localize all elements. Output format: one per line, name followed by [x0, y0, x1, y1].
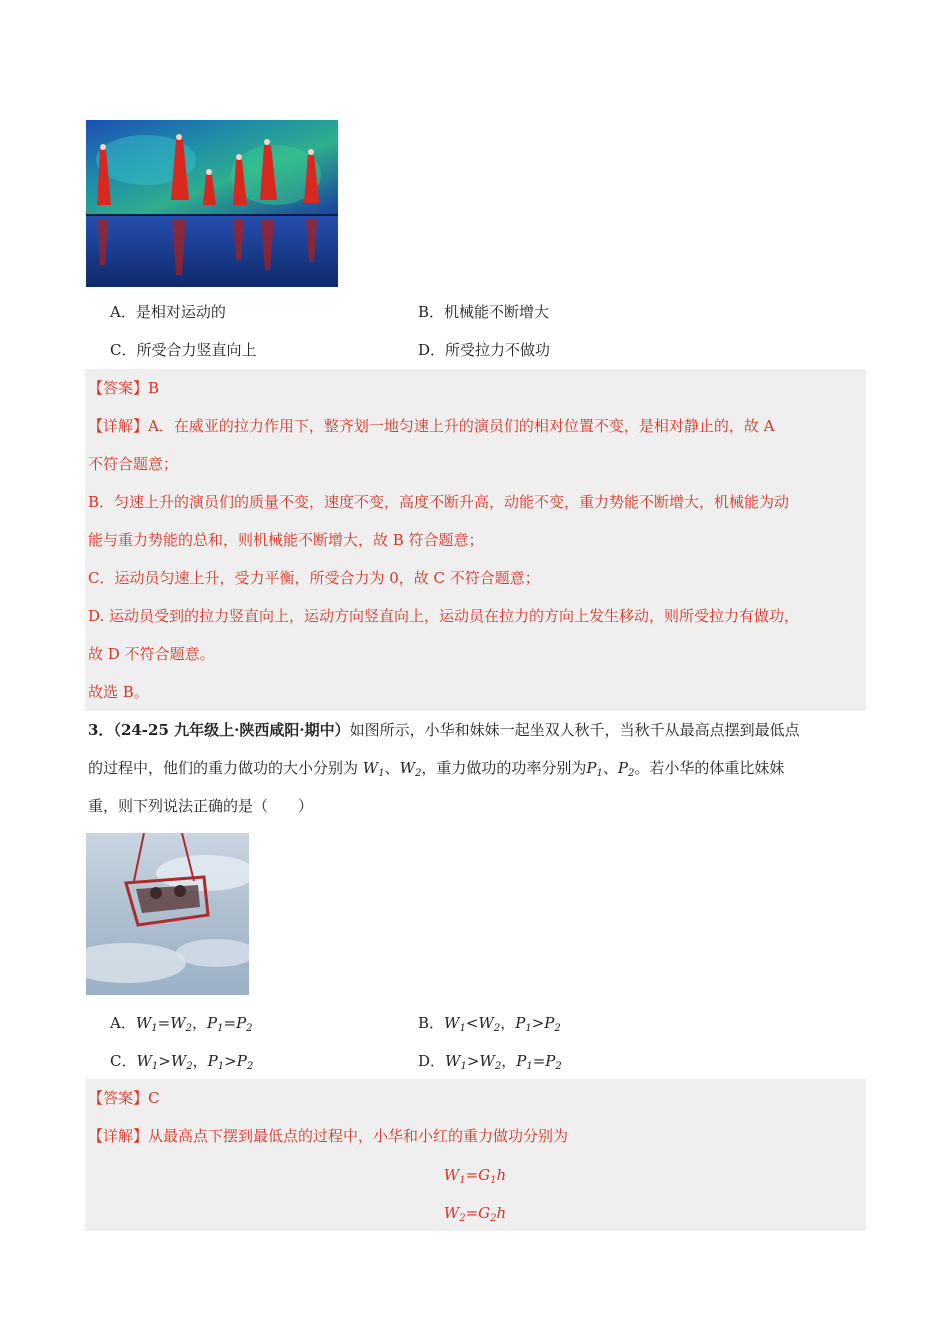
q3-answer [88, 1088, 160, 1108]
q3-equation-1: $W_1=G_1h$ [443, 1166, 507, 1186]
q3-option-a: A．$W_1=W_2$，$P_1=P_2$ [110, 1014, 253, 1034]
q3-source: （24-25 九年级上·陕西咸阳·期中） [113, 721, 350, 739]
q3-stem-line-1: 3．（24-25 九年级上·陕西咸阳·期中）如图所示，小华和妹妹一起坐双人秋千，当秋千从最高点摆到最低点 [88, 721, 800, 739]
q2-detail-line-3: B．匀速上升的演员们的质量不变，速度不变，高度不断升高，动能不变，重力势能不断增大，机械能为动 [88, 493, 790, 511]
q2-option-c: C．所受合力竖直向上 [110, 341, 257, 359]
q3-option-d: D．$W_1>W_2$，$P_1=P_2$ [418, 1052, 562, 1072]
q3-equation-2: $W_2=G_2h$ [443, 1204, 507, 1224]
swing-photo [86, 833, 249, 995]
q3-stem-line-3: 重，则下列说法正确的是（ ） [88, 797, 314, 815]
q2-detail-line-7: 故 D 不符合题意。 [88, 645, 215, 663]
q2-answer [88, 378, 159, 398]
q2-option-a: A．是相对运动的 [110, 303, 226, 321]
q2-option-b: B．机械能不断增大 [418, 303, 550, 321]
q2-detail-line-5: C．运动员匀速上升，受力平衡，所受合力为 0，故 C 不符合题意； [88, 569, 540, 587]
q2-option-d: D．所受拉力不做功 [418, 341, 551, 359]
q3-number: 3． [88, 721, 114, 739]
q2-answer-value: B [148, 379, 160, 397]
q2-detail-line-6: D. 运动员受到的拉力竖直向上，运动方向竖直向上，运动员在拉力的方向上发生移动，则所受拉力有做功， [88, 607, 800, 625]
q3-option-b: B．$W_1<W_2$，$P_1>P_2$ [418, 1014, 561, 1034]
q3-detail-tag: 【详解】 [88, 1127, 149, 1145]
q3-answer-value: C [148, 1089, 160, 1107]
q2-detail-line-1: 【详解】A．在威亚的拉力作用下，整齐划一地匀速上升的演员们的相对位置不变，是相对静止的，故 A [88, 417, 775, 435]
q2-detail-tag: 【详解】 [88, 417, 149, 435]
q3-stem-line-2: 的过程中，他们的重力做功的大小分别为 $W_1$、$W_2$，重力做功的功率分别为$P_1$、$P_2$。若小华的体重比妹妹 [88, 759, 785, 779]
q2-answer-tag: 【答案】 [88, 379, 149, 397]
q2-detail-line-8: 故选 B。 [88, 683, 149, 701]
dancers-photo [86, 120, 338, 287]
q2-detail-line-2: 不符合题意； [88, 455, 179, 473]
q3-option-c: C．$W_1>W_2$，$P_1>P_2$ [110, 1052, 254, 1072]
q3-detail-line-1: 【详解】从最高点下摆到最低点的过程中，小华和小红的重力做功分别为 [88, 1127, 569, 1145]
q3-answer-tag: 【答案】 [88, 1089, 149, 1107]
q2-detail-line-4: 能与重力势能的总和，则机械能不断增大，故 B 符合题意； [88, 531, 484, 549]
